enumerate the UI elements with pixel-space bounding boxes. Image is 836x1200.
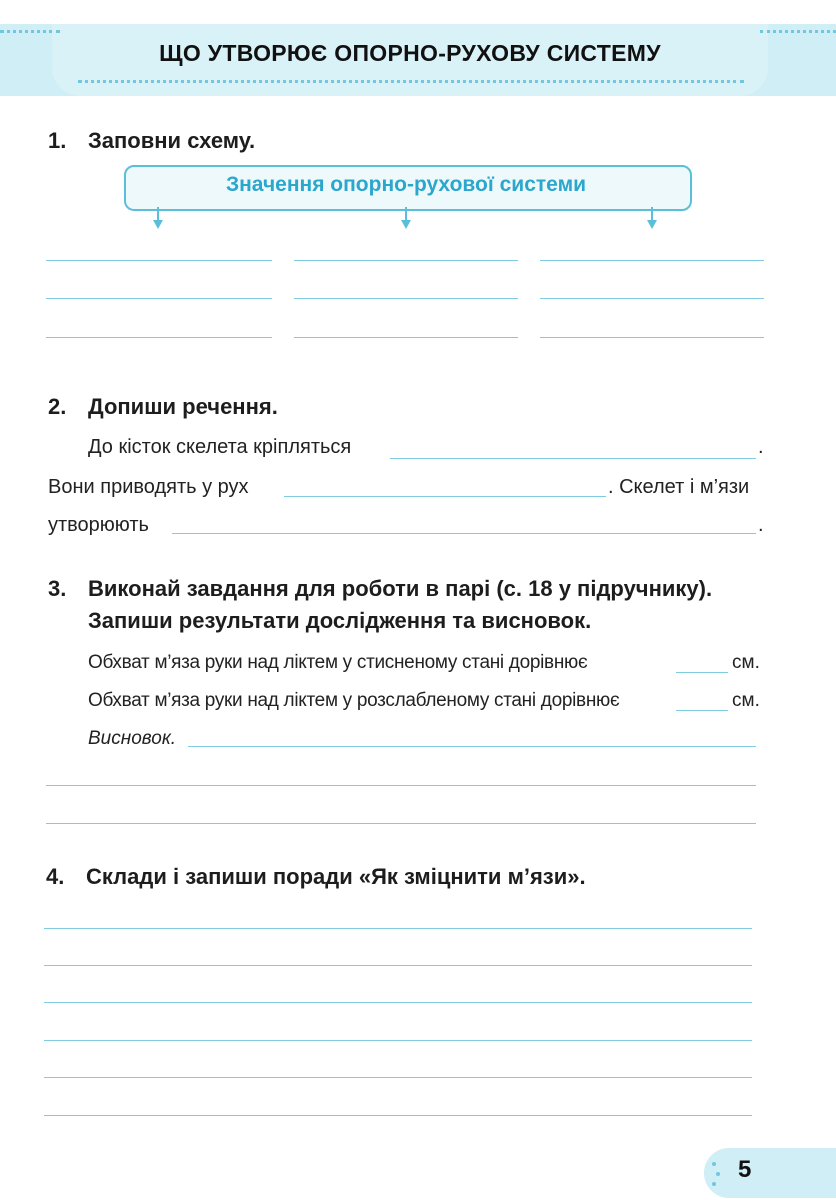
page-tab-dot	[712, 1182, 716, 1186]
task4-number: 4.	[46, 864, 65, 889]
task3-conclusion-line[interactable]	[188, 746, 756, 747]
schema-arrow-left-stem	[157, 207, 159, 221]
task2-answer-line[interactable]	[390, 458, 756, 459]
page-tab-dot	[712, 1162, 716, 1166]
task1-number: 1.	[48, 128, 67, 153]
task4-answer-line[interactable]	[44, 965, 752, 966]
schema-arrow-right-stem	[651, 207, 653, 221]
task3-measure1-unit: см.	[732, 652, 760, 673]
task3-conclusion-label: Висновок.	[88, 728, 177, 749]
task3-measure1-text: Обхват м’яза руки над ліктем у стисненому стані дорівнює	[88, 652, 588, 673]
task2-title: Допиши речення.	[88, 394, 278, 419]
task2-answer-line[interactable]	[284, 496, 606, 497]
task2-sentence3-end: .	[758, 514, 764, 536]
task3-title-line2: Запиши результати дослідження та висновок.	[88, 608, 592, 633]
task3-conclusion-line[interactable]	[46, 823, 756, 824]
schema-answer-line[interactable]	[46, 260, 272, 261]
task1-title: Заповни схему.	[88, 128, 256, 153]
header-dots-right	[760, 30, 836, 33]
task3-measure2-unit: см.	[732, 690, 760, 711]
task2-sentence2-suffix: . Скелет і м’язи	[608, 476, 750, 498]
task4-answer-line[interactable]	[44, 1077, 752, 1078]
arrow-down-icon	[153, 220, 163, 229]
schema-answer-line[interactable]	[46, 337, 272, 338]
task4-answer-line[interactable]	[44, 1040, 752, 1041]
header-dots-left	[0, 30, 60, 33]
task4-answer-line[interactable]	[44, 1002, 752, 1003]
task2-answer-line[interactable]	[172, 533, 756, 534]
task3-measure2-line[interactable]	[676, 710, 728, 711]
task3-number: 3.	[48, 576, 67, 601]
task2-number: 2.	[48, 394, 67, 419]
task2-sentence1-text: До кісток скелета кріпляться	[88, 436, 352, 458]
schema-arrow-middle-stem	[405, 207, 407, 221]
schema-answer-line[interactable]	[294, 298, 518, 299]
task2-sentence3-text: утворюють	[48, 514, 149, 536]
page-title: ЩО УТВОРЮЄ ОПОРНО-РУХОВУ СИСТЕМУ	[159, 40, 661, 66]
page-number-tab	[704, 1148, 836, 1198]
task4-answer-line[interactable]	[44, 928, 752, 929]
arrow-down-icon	[401, 220, 411, 229]
task3-conclusion-line[interactable]	[46, 785, 756, 786]
task4-title: Склади і запиши поради «Як зміцнити м’язи».	[86, 864, 586, 889]
task4-answer-line[interactable]	[44, 1115, 752, 1116]
task2-sentence2-text: Вони приводять у рух	[48, 476, 249, 498]
schema-answer-line[interactable]	[294, 337, 518, 338]
task3-measure2-text: Обхват м’яза руки над ліктем у розслабленому стані дорівнює	[88, 690, 620, 711]
arrow-down-icon	[647, 220, 657, 229]
schema-answer-line[interactable]	[540, 298, 764, 299]
header-dots-bottom	[78, 80, 744, 83]
schema-answer-line[interactable]	[540, 337, 764, 338]
task3-measure1-line[interactable]	[676, 672, 728, 673]
task3-title-line1: Виконай завдання для роботи в парі (с. 18 у підручнику).	[88, 576, 713, 601]
schema-answer-line[interactable]	[46, 298, 272, 299]
page-number: 5	[738, 1156, 752, 1183]
schema-answer-line[interactable]	[540, 260, 764, 261]
page-tab-dot	[716, 1172, 720, 1176]
schema-answer-line[interactable]	[294, 260, 518, 261]
task2-sentence1-end: .	[758, 436, 764, 458]
schema-label: Значення опорно-рухової системи	[225, 173, 587, 196]
